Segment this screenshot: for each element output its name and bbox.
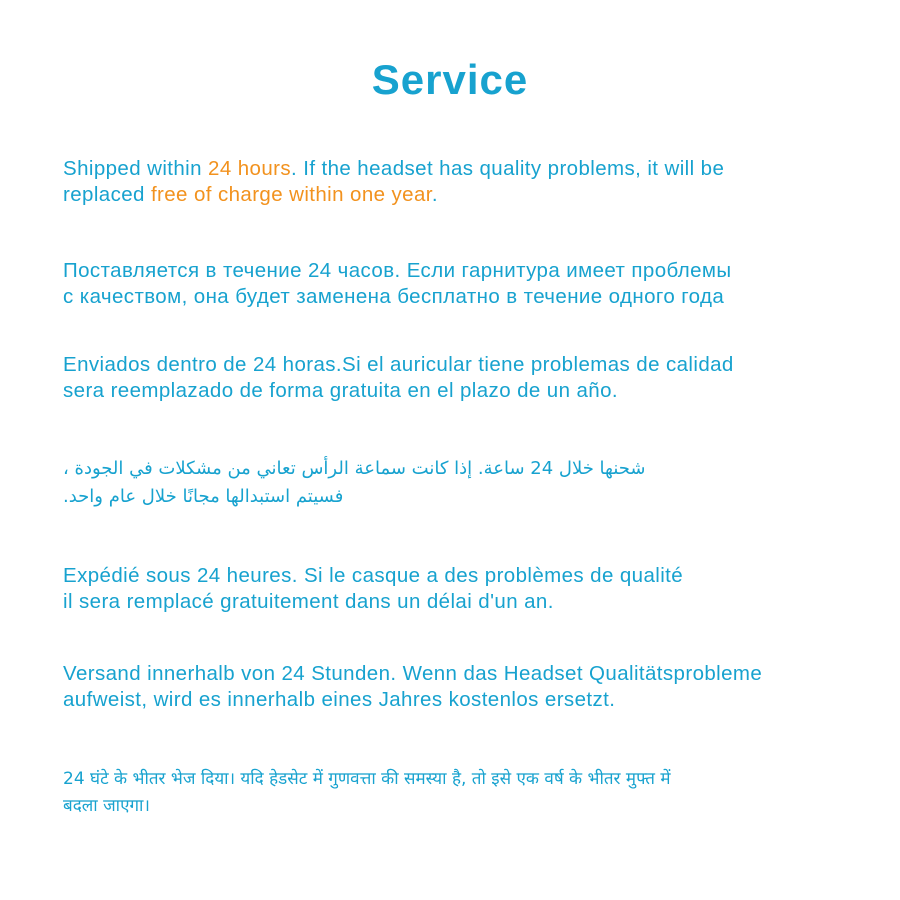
highlight-shipping-time: 24 hours — [208, 157, 292, 180]
arabic-line-2: فسيتم استبدالها مجانًا خلال عام واحد. — [63, 486, 344, 507]
service-text-hindi — [63, 766, 893, 820]
service-text-french — [63, 563, 893, 615]
service-text-german — [63, 661, 893, 713]
service-text-english — [63, 156, 893, 208]
english-text: . If the headset has quality problems, it will be — [291, 157, 725, 180]
spanish-line-1: Enviados dentro de 24 horas.Si el auricular tiene problemas de calidad — [63, 353, 734, 376]
page-title: Service — [371, 56, 529, 103]
german-line-1: Versand innerhalb von 24 Stunden. Wenn das Headset Qualitätsprobleme — [63, 662, 763, 685]
service-text-spanish — [63, 352, 893, 404]
spanish-line-2: sera reemplazado de forma gratuita en el plazo de un año. — [63, 379, 618, 402]
highlight-warranty: free of charge within one year — [150, 183, 432, 206]
english-text: Shipped within — [63, 157, 209, 180]
service-text-arabic — [63, 455, 893, 511]
english-text: . — [431, 183, 438, 206]
german-line-2: aufweist, wird es innerhalb eines Jahres kostenlos ersetzt. — [63, 688, 616, 711]
hindi-line-1: 24 घंटे के भीतर भेज दिया। यदि हेडसेट में गुणवत्ता की समस्या है, तो इसे एक वर्ष के भीतर मुफ्त में — [63, 769, 671, 789]
english-line-2 — [63, 182, 893, 208]
russian-line-2: с качеством, она будет заменена бесплатно в течение одного года — [63, 285, 725, 308]
french-line-2: il sera remplacé gratuitement dans un délai d'un an. — [63, 590, 554, 613]
russian-line-1: Поставляется в течение 24 часов. Если гарнитура имеет проблемы — [63, 259, 732, 282]
arabic-line-1: شحنها خلال 24 ساعة. إذا كانت سماعة الرأس تعاني من مشكلات في الجودة ، — [63, 458, 646, 479]
service-text-russian — [63, 258, 893, 310]
english-line-1 — [63, 156, 893, 182]
french-line-1: Expédié sous 24 heures. Si le casque a des problèmes de qualité — [63, 564, 684, 587]
english-text: replaced — [63, 183, 151, 206]
hindi-line-2: बदला जाएगा। — [63, 796, 150, 816]
